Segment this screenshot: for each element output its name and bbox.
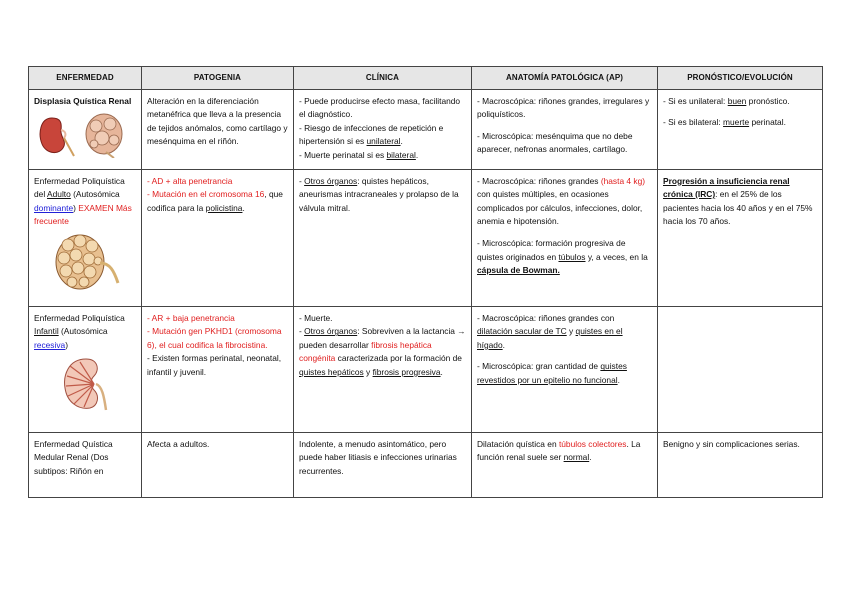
text: bilateral	[386, 149, 416, 160]
clinica-cell	[294, 169, 472, 306]
text: Dilatación quística en	[477, 438, 559, 449]
patogenia-line: - Mutación gen PKHD1 (cromosoma 6), el cual codifica la fibrocistina.	[147, 326, 282, 350]
text: - Riesgo de infecciones de repetición e hipertensión si es	[299, 122, 444, 147]
inheritance-link[interactable]: recesiva	[34, 339, 66, 350]
polycystic-kidney-icon	[52, 233, 122, 291]
text: fibrosis progresiva	[372, 366, 441, 377]
patogenia-cell	[142, 169, 294, 306]
text: Enfermedad Poliquística	[34, 312, 125, 323]
pronostico-cell	[658, 89, 823, 169]
disease-name	[34, 313, 125, 350]
text: - Si es unilateral:	[663, 95, 728, 106]
text: y	[363, 366, 373, 377]
text: Enfermedad Poliquística del	[34, 175, 125, 200]
text: con quistes múltiples, en ocasiones complicados por cálculos, infecciones, dolor, anemia e hipotensión.	[477, 189, 643, 227]
text: y, a veces, en la	[585, 251, 648, 262]
text: dilatación sacular de TC	[477, 326, 567, 337]
text: - Si es bilateral:	[663, 117, 724, 128]
text: - Muerte perinatal si es	[299, 149, 387, 160]
table-row	[29, 89, 823, 169]
text: fibrosis hepática congénita	[299, 339, 432, 364]
text: .	[502, 339, 505, 350]
text: , que codifica para la	[147, 189, 283, 213]
patogenia-cell: Alteración en la diferenciación metanéfrica que lleva a la presencia de tejidos anómalos, como cartílago y mesénquima en el riñón.	[142, 89, 294, 169]
ap-cell	[472, 306, 658, 432]
text: -	[299, 326, 305, 337]
clinica-line: - Muerte.	[299, 312, 333, 323]
text: unilateral	[366, 136, 401, 147]
ap-macro: - Macroscópica: riñones grandes, irregulares y poliquísticos.	[477, 95, 650, 120]
text: cápsula de Bowman.	[477, 265, 560, 276]
text: quistes hepáticos	[299, 366, 364, 377]
text: - Macroscópica: riñones grandes	[477, 175, 601, 186]
text: y	[566, 326, 576, 337]
text: Otros órganos	[304, 175, 358, 186]
clinica-cell	[294, 89, 472, 169]
text: túbulos	[558, 251, 586, 262]
pronostico-line	[663, 95, 817, 109]
clinica-line	[299, 149, 466, 163]
ap-cell	[472, 89, 658, 169]
text: : en el 25% de los pacientes hacia los 40 años y en el 75% hacia los 70 años.	[663, 189, 813, 227]
text: - Mutación en el cromosoma 16	[147, 189, 265, 200]
ap-macro	[477, 175, 652, 229]
text: )	[73, 202, 76, 213]
text: Adulto	[47, 189, 71, 200]
text: (Autosómica	[58, 326, 108, 337]
ap-micro	[477, 360, 652, 387]
ap-cell	[472, 432, 658, 497]
header-ap: ANATOMÍA PATOLÓGICA (AP)	[472, 67, 658, 90]
text: túbulos colectores	[558, 438, 627, 449]
text: buen	[727, 95, 747, 106]
header-enfermedad: ENFERMEDAD	[29, 67, 142, 90]
header-pronostico: PRONÓSTICO/EVOLUCIÓN	[658, 67, 823, 90]
text: policistina	[205, 202, 243, 213]
text: .	[415, 149, 419, 160]
header-patogenia: PATOGENIA	[142, 67, 294, 90]
text: perinatal.	[749, 117, 786, 128]
patogenia-cell	[142, 306, 294, 432]
patogenia-line: - AR + baja penetrancia	[147, 312, 235, 323]
table-row	[29, 306, 823, 432]
text: .	[617, 374, 620, 385]
clinica-cell	[294, 306, 472, 432]
clinica-line	[299, 325, 466, 379]
text: muerte	[723, 117, 750, 128]
patogenia-line: - Existen formas perinatal, neonatal, infantil y juvenil.	[147, 353, 282, 377]
disease-cell	[29, 306, 142, 432]
ap-cell	[472, 169, 658, 306]
text: : Sobreviven a la lactancia → pueden desarrollar	[299, 326, 466, 350]
text: caracterizada por la formación de	[335, 353, 462, 364]
header-clinica: CLÍNICA	[294, 67, 472, 90]
text: pronóstico.	[746, 95, 790, 106]
pronostico-cell	[658, 169, 823, 306]
text: quistes en el hígado	[477, 326, 623, 350]
patogenia-line: - AD + alta penetrancia	[147, 175, 233, 186]
text: - Microscópica: formación progresiva de quistes originados en	[477, 237, 626, 262]
text: .	[589, 452, 592, 463]
text: - Microscópica: gran cantidad de	[477, 361, 601, 372]
disease-name: Displasia Quística Renal	[34, 95, 132, 106]
patogenia-line	[147, 188, 288, 215]
kidney-illustration-icon	[34, 112, 134, 158]
text: (Autosómica	[70, 189, 120, 200]
disease-cell	[29, 169, 142, 306]
text: normal	[563, 452, 590, 463]
disease-name	[34, 176, 132, 227]
clinica-cell: Indolente, a menudo asintomático, pero puede haber litiasis e infecciones urinarias recurrentes.	[294, 432, 472, 497]
text: Progresión a insuficiencia renal crónica (IRC)	[663, 175, 790, 200]
text: .	[440, 366, 443, 377]
disease-cell: Enfermedad Quística Medular Renal (Dos subtipos: Riñón en	[29, 432, 142, 497]
clinica-line: - Puede producirse efecto masa, facilitando el diagnóstico.	[299, 95, 461, 120]
header-row	[29, 67, 823, 90]
text: .	[242, 202, 245, 213]
text: Otros órganos	[304, 326, 358, 337]
disease-table	[28, 66, 823, 498]
text: Infantil	[34, 326, 59, 337]
text: -	[299, 175, 305, 186]
text: : quistes hepáticos, aneurismas intracraneales y prolapso de la válvula mitral.	[299, 175, 459, 213]
exam-note: EXAMEN Más frecuente	[34, 202, 132, 227]
text: quistes revestidos por un epitelio no funcional	[477, 361, 627, 385]
inheritance-link[interactable]: dominante	[34, 202, 74, 213]
text: . La función renal suele ser	[477, 438, 641, 463]
table-row	[29, 169, 823, 306]
ap-macro	[477, 312, 652, 353]
text: (hasta 4 kg)	[600, 175, 646, 186]
pronostico-line	[663, 116, 817, 130]
table-row	[29, 432, 823, 497]
clinica-line	[299, 122, 466, 149]
pronostico-cell: Benigno y sin complicaciones serias.	[658, 432, 823, 497]
text: .	[400, 136, 403, 147]
disease-cell	[29, 89, 142, 169]
ap-micro	[477, 237, 652, 278]
patogenia-cell: Afecta a adultos.	[142, 432, 294, 497]
ap-micro: - Microscópica: mesénquima que no debe aparecer, nefronas anormales, cartílago.	[477, 130, 633, 155]
text: )	[65, 339, 68, 350]
infantile-kidney-icon	[60, 356, 110, 412]
pronostico-cell	[658, 306, 823, 432]
text: - Macroscópica: riñones grandes con	[477, 312, 615, 323]
